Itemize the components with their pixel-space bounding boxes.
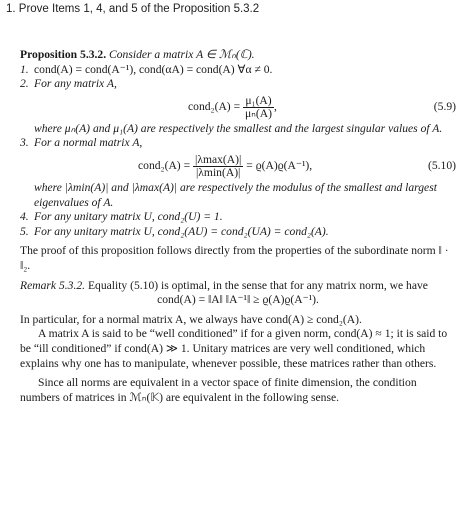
equation-rhs: = ϱ(A)ϱ(A⁻¹), — [246, 159, 313, 173]
proposition-intro: Consider a matrix A ∈ ℳₙ(ℂ). — [106, 48, 255, 61]
fraction-numerator: |λmax(A)| — [195, 152, 242, 166]
proof-paragraph: The proof of this proposition follows directly from the properties of the subordinate norm ‖ · ‖₂. — [20, 244, 449, 272]
question-header: 1. Prove Items 1, 4, and 5 of the Proposition 5.3.2 — [6, 3, 260, 15]
proposition-item-4 — [20, 210, 456, 225]
proposition-item-2-where: where μₙ(A) and μ₁(A) are respectively the smallest and the largest singular values of A. — [34, 121, 443, 135]
item-number: 3. — [20, 136, 29, 150]
paragraph-well-conditioned: A matrix A is said to be “well conditioned” if for a given norm, cond(A) ≈ 1; it is said to be “ill conditioned” if cond(A) ≫ 1. Unitary matrices are very well conditioned, which explains why one has to manipulate, whenever possible, these matrices rather than others. — [20, 327, 448, 370]
proposition-statement — [20, 48, 456, 63]
item-text: For a normal matrix A, — [34, 136, 143, 150]
equation-number: (5.9) — [433, 99, 456, 113]
proposition-item-3-where: where |λmin(A)| and |λmax(A)| are respectively the modulus of the smallest and largest eigenvalues of A. — [34, 180, 437, 209]
item-number: 5. — [20, 224, 29, 238]
item-text: For any unitary matrix U, cond₂(AU) = cond₂(UA) = cond₂(A). — [34, 224, 329, 238]
item-text: For any unitary matrix U, cond₂(U) = 1. — [34, 210, 223, 224]
equation-5-10 — [20, 151, 456, 181]
equation-math — [188, 95, 277, 120]
fraction-denominator: μₙ(A) — [245, 106, 272, 120]
equation-lhs: cond₂(A) = — [188, 99, 241, 113]
equation-number: (5.10) — [427, 158, 456, 172]
fraction — [243, 95, 274, 120]
equation-5-9 — [20, 92, 456, 122]
equation-math — [138, 154, 312, 179]
item-number: 4. — [20, 210, 29, 224]
item-text: For any matrix A, — [34, 77, 117, 91]
proposition-item-3 — [20, 136, 456, 151]
item-number: 2. — [20, 77, 29, 91]
remark-equation: cond(A) = ‖A‖ ‖A⁻¹‖ ≥ ϱ(A)ϱ(A⁻¹). — [157, 293, 319, 307]
proposition-item-5 — [20, 225, 456, 240]
paragraph-normal-matrix: In particular, for a normal matrix A, we always have cond(A) ≥ cond₂(A). — [20, 312, 362, 326]
proposition-title: Proposition 5.3.2. — [20, 48, 107, 61]
item-number: 1. — [20, 62, 29, 76]
fraction-numerator: μ₁(A) — [243, 95, 274, 108]
proposition-item-1 — [20, 63, 456, 78]
equation-lhs: cond₂(A) = — [138, 159, 191, 173]
remark-paragraph — [20, 279, 456, 294]
paragraph-norm-equivalence: Since all norms are equivalent in a vector space of finite dimension, the condition numbers of matrices in ℳₙ(𝕂) are equivalent in the following sense. — [20, 376, 417, 404]
fraction-denominator: |λmin(A)| — [195, 165, 241, 179]
textbook-page — [20, 48, 456, 405]
proposition-item-2 — [20, 77, 456, 92]
equation-tail: , — [273, 99, 277, 113]
remark-label: Remark 5.3.2. — [20, 278, 86, 292]
fraction — [193, 154, 243, 179]
item-text: cond(A) = cond(A⁻¹), cond(αA) = cond(A) ∀α ≠ 0. — [34, 62, 273, 76]
remark-text: Equality (5.10) is optimal, in the sense that for any matrix norm, we have — [85, 278, 428, 292]
